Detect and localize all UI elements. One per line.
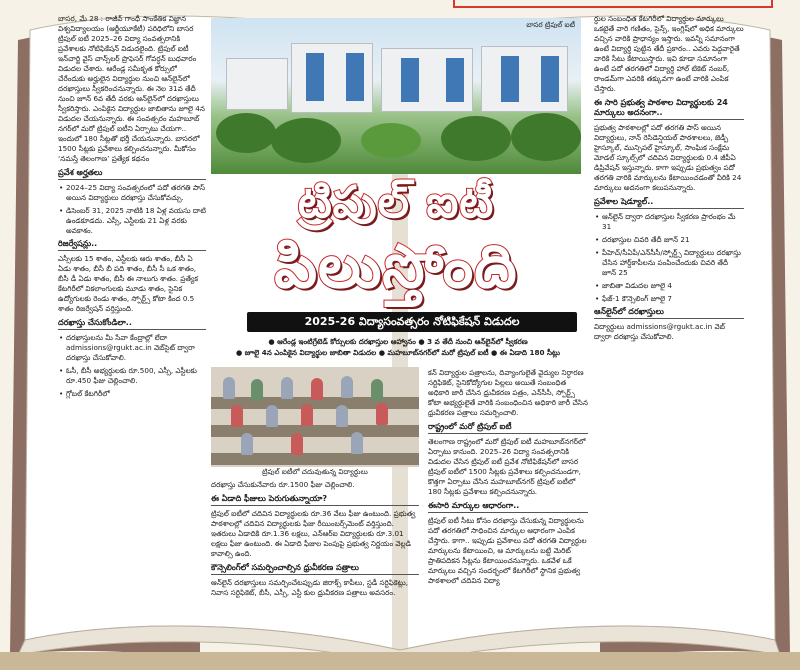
documents-text: కన్ విద్యార్థుల పత్రాలను, దివ్యాంగులైతే వైద్యుల నిర్ధారణ సర్టిఫికెట్, సైనికోద్యోగుల పిల్లలు అయితే సంబంధిత అధికారి జారీ చేసిన ధ్రువీకరణ పత్రం, ఎన్‌సీసీ, స్పోర్ట్స్ కోటా అభ్యర్థులైతే వారికి సంబంధించిన అధికారి జారీ చేసిన ధ్రువీకరణ పత్రాలు సమర్పించాలి. [428, 368, 588, 417]
middle-left-column [211, 480, 419, 620]
marks-text: ట్రిపుల్ ఐటీ సీటు కోసం దరఖాస్తు చేసుకున్న విద్యార్థులను పదో తరగతిలో సాధించిన మార్కుల ఆధారంగా ఎంపిక చేస్తారు. కాగా.. ఇప్పుడు ప్రవేశాలు పదో తరగతి విద్యార్థుల మార్కులను కేటాయించి, ఆ మార్కులను బట్టి మెరిట్ ప్రాతిపదికన సీట్లను కేటాయించనున్నారు. ఒకవేళ ఒకే మార్కులు వచ్చిన సందర్భంలో కేటగిరీలో స్థానిక ప్రభుత్వ పాఠశాలలో చదివిన విద్యా [428, 516, 587, 585]
online-text: విద్యార్థులు admissions@rgukt.ac.in వెబ్ ద్వారా దరఖాస్తు చేసుకోవాలి. [594, 322, 726, 341]
highlight-item: ఈ ఏడాది 180 సీట్లు [499, 348, 561, 357]
howto-heading: దరఖాస్తు చేసుకోండిలా.. [58, 318, 206, 330]
classroom-photo-caption: ట్రిపుల్ ఐటీలో చదువుతున్న విద్యార్థులు [262, 468, 368, 476]
notification-banner: 2025-26 విద్యాసంవత్సరం నోటిఫికేషన్ విడుదల [247, 312, 577, 332]
highlight-bullet-icon: ● [491, 348, 500, 357]
list-item: • గ్లోబల్ కేటగిరీలో [66, 389, 206, 399]
new-iiit-heading: రాష్ట్రంలో మరో ట్రిపుల్ ఐటీ [428, 422, 588, 434]
photo-caption: బాసర ట్రిపుల్ ఐటీ [526, 21, 575, 29]
fees-intro: దరఖాస్తు చేసుకునేవారు రూ.1500 ఫీజు చెల్లించాలి. [211, 480, 355, 489]
highlights [212, 336, 584, 358]
new-iiit-text: తెలంగాణ రాష్ట్రంలో మరో ట్రిపుల్ ఐటీ మహబూబ్‌నగర్‌లో ఏర్పాటు కానుంది. 2025–26 విద్యా సంవత్సరానికి విడుదల చేసిన ట్రిపుల్ ఐటీ ప్రవేశ నోటిఫికేషన్‌లో బాసర ట్రిపుల్ ఐటీలో 1500 సీట్లకు ప్రవేశాలు కల్పించనుండగా, కొత్తగా ఏర్పాటు చేసిన మహబూబ్‌నగర్ ట్రిపుల్ ఐటీలో 180 సీట్లకు ప్రవేశాలు కల్పించనున్నారు. [428, 437, 586, 496]
reservations-heading: రిజర్వేషన్లు.. [58, 239, 206, 251]
headline [211, 176, 581, 304]
counselling-text: ఆన్‌లైన్ దరఖాస్తులు సమర్పించేటప్పుడు జిరాక్స్ కాపీలు, స్టడీ సర్టిఫికెట్లు, నివాస సర్టిఫికెట్, బీసీ, ఎస్సీ, ఎస్టీ కుల ధ్రువీకరణ పత్రాలు అవసరం. [211, 578, 408, 597]
list-item: • ఆన్‌లైన్ ద్వారా దరఖాస్తుల స్వీకరణ ప్రారంభం మే 31 [602, 212, 744, 232]
headline-line-1: ట్రిపుల్ ఐటీ [297, 177, 495, 228]
list-item: • 2024–25 విద్యా సంవత్సరంలో పదో తరగతి పాస్ అయిన విద్యార్థులు దరఖాస్తు చేసుకోవచ్చు. [66, 183, 206, 203]
list-item: • దరఖాస్తులను మీ సేవా కేంద్రాల్లో లేదా admissions@rgukt.ac.in వెబ్‌సైట్ ద్వారా దరఖాస్తు చేసుకోవాలి. [66, 333, 206, 363]
eligibility-heading: ప్రవేశ అర్హతలు [58, 168, 206, 180]
marks-heading: ఈసారి మార్కుల ఆధారంగా.. [428, 501, 588, 513]
middle-right-column [428, 368, 588, 626]
list-item: • జాబితా విడుదల జూలై 4 [602, 281, 744, 291]
right-column [594, 14, 744, 614]
list-item: • ఓసీ, బీసీ అభ్యర్థులకు రూ.500, ఎస్సీ, ఎస్టీలకు రూ.450 ఫీజు చెల్లించాలి. [66, 366, 206, 386]
online-heading: ఆన్‌లైన్‌లో దరఖాస్తులు [594, 307, 744, 319]
list-item: • ఫేజ్-1 కౌన్సెలింగ్ జూలై 7 [602, 294, 744, 304]
reservations-text: ఎస్సీలకు 15 శాతం, ఎస్టీలకు ఆరు శాతం, బీసీ ఏ ఏడు శాతం, బీసీ బీ పది శాతం, బీసీ సీ ఒక శాతం, బీసీ డీ ఏడు శాతం, బీసీ ఈ నాలుగు శాతం. ప్రత్యేక కేటగిరీలో వికలాంగులకు మూడు శాతం, సైనిక ఉద్యోగులకు రెండు శాతం, స్పోర్ట్స్ కోటా కింద 0.5 శాతం రిజర్వేషన్ వర్తిస్తుంది. [58, 254, 198, 313]
fees-heading: ఈ ఏడాది ఫీజులు పెరుగుతున్నాయా? [211, 494, 419, 506]
headline-line-2: పిలుస్తోంది [274, 232, 518, 302]
schedule-heading: ప్రవేశాల షెడ్యూల్.. [594, 197, 744, 209]
highlight-item: మహబూబ్‌నగర్‌లో మరో ట్రిపుల్ ఐటీ [387, 348, 489, 357]
highlight-item: 3 వ తేదీ నుంచి ఆన్‌లైన్‌లో స్వీకరణ [427, 337, 528, 346]
left-intro: బాసర, మే 28 : రాజీవ్ గాంధీ సాంకేతిక విజ్ఞాన విశ్వవిద్యాలయం (ఆర్జీయూకేటీ) పరిధిలోని బాసర ట్రిపుల్ ఐటీ 2025–26 విద్యా సంవత్సరానికి ప్రవేశాలకు నోటిఫికేషన్ విడుదలైంది. ట్రిపుల్ ఐటీ ఇన్‌చార్జి వైస్ చాన్స్‌లర్ ప్రొఫెసర్ గోవర్ధన్ బుధవారం విడుదల చేశారు. ఆరేండ్ల సమీకృత కోర్సులో చేరేందుకు అర్హులైన విద్యార్థుల నుంచి ఆన్‌లైన్‌లో దరఖాస్తులు స్వీకరించనున్నారు. ఈ నెల 31వ తేదీ నుంచి జూన్ 6వ తేదీ వరకు ఆన్‌లైన్‌లో దరఖాస్తులు స్వీకరిస్తారు. ఎంపికైన విద్యార్థుల జాబితాను జూలై 4న విడుదల చేయనున్నారు. ఈ సంవత్సరం మహబూబ్ నగర్‌లో మరో ట్రిపుల్ ఐటీని ఏర్పాటు చేయగా.. ఇందులో 180 సీట్లతో భర్తీ చేయనున్నారు. బాసరలో 1500 సీట్లకు ప్రవేశాలు కల్పించనున్నారు. మీకోసం ‘నమస్తే తెలంగాణ’ ప్రత్యేక కథనం [58, 14, 205, 163]
counselling-heading: కౌన్సెలింగ్‌లో సమర్పించాల్సిన ధ్రువీకరణ పత్రాలు [211, 563, 419, 575]
schedule-list [594, 212, 744, 304]
govt-school-text: ప్రభుత్వ పాఠశాలల్లో పదో తరగతి పాస్ అయిన విద్యార్థులు, నాన్ రెసిడెన్షియల్ పాఠశాలలు, జెడ్పీ హైస్కూల్, మున్సిపల్ హైస్కూల్, సాంఘిక సంక్షేమ మోడల్ స్కూల్స్‌లో చదివిన విద్యార్థులకు 0.4 జీపీఏ డిప్రివేషన్ ఇస్తున్నారు. కాగా ఇప్పుడు ప్రభుత్వం పదో తరగతి వారికి మార్కులను కేటాయించడంతో వీరికి 24 మార్కులు అదనంగా కలుపనున్నారు. [594, 123, 742, 192]
list-item: • పీహెచ్/సీఏపీ/ఎన్‌సీసీ/స్పోర్ట్స్ విద్యార్థులు దరఖాస్తు చేసిన హార్డ్‌కాపీలను పంపించేందుకు చివరి తేదీ జూన్ 25 [602, 248, 744, 278]
highlight-bullet-icon: ● [268, 337, 278, 346]
campus-photo [211, 18, 581, 174]
highlight-bullet-icon: ● [418, 337, 428, 346]
list-item: • డిసెంబర్ 31, 2025 నాటికి 18 ఏళ్ల వయసు దాటి ఉండకూడదు. ఎస్సీ, ఎస్టీలకు 21 ఏళ్ల వరకు అవకాశం. [66, 206, 206, 236]
highlight-bullet-icon: ● [378, 348, 388, 357]
highlight-item: జూలై 4న ఎంపికైన విద్యార్థుల జాబితా విడుదల [244, 348, 377, 357]
table-surface [0, 652, 800, 670]
howto-list [58, 333, 206, 399]
list-item: • దరఖాస్తుల చివరి తేదీ జూన్ 21 [602, 235, 744, 245]
left-column [58, 14, 206, 604]
govt-school-heading: ఈ సారి ప్రభుత్వ పాఠశాల విద్యార్థులకు 24 మార్కులు అదనంగా.. [594, 98, 744, 120]
highlight-item: ఆరేండ్ల ఇంటిగ్రేటెడ్ కోర్సులకు దరఖాస్తుల ఆహ్వానం [277, 337, 416, 346]
eligibility-list [58, 183, 206, 236]
classroom-photo [211, 367, 419, 467]
right-intro: ర్థుల సంబంధిత కేటగిరీలో విద్యార్థుల మార్కులు ఒకటైతే వారి గణితం, సైన్స్, ఇంగ్లిష్‌లో అధిక మార్కులు వచ్చిన వారికి ప్రాధాన్యం ఇస్తారు. ఇవన్నీ సమానంగా ఉంటే విద్యార్థి పుట్టిన తేదీ ప్రకారం.. ఎవరు పెద్దవారైతే వారికి సీటు కేటాయిస్తారు. ఇవి కూడా సమానంగా ఉంటే పదో తరగతిలో విద్యార్థి హాల్ టికెట్ నంబర్, రాండమ్‌గా ఎవరికి తక్కువగా ఉంటే వారికి ఎంపిక చేస్తారు. [594, 14, 744, 93]
fees-text: ట్రిపుల్ ఐటీలో చదివిన విద్యార్థులకు రూ.36 వేలు ఫీజు ఉంటుంది. ప్రభుత్వ పాఠశాలల్లో చదివిన విద్యార్థులకు ఫీజు రీయింబర్స్‌మెంట్ వర్తిస్తుంది. ఇతరులు ఏడాదికి రూ.1.36 లక్షలు, ఎన్‌ఆర్ఐ విద్యార్థులకు రూ.3.01 లక్షలు ఫీజు ఉంటుంది. ఈ ఏడాది ఫీజుల పెంపుపై ప్రభుత్వ నిర్ణయం వెల్లడి కావాల్సి ఉంది. [211, 509, 416, 558]
highlight-bullet-icon: ● [235, 348, 245, 357]
